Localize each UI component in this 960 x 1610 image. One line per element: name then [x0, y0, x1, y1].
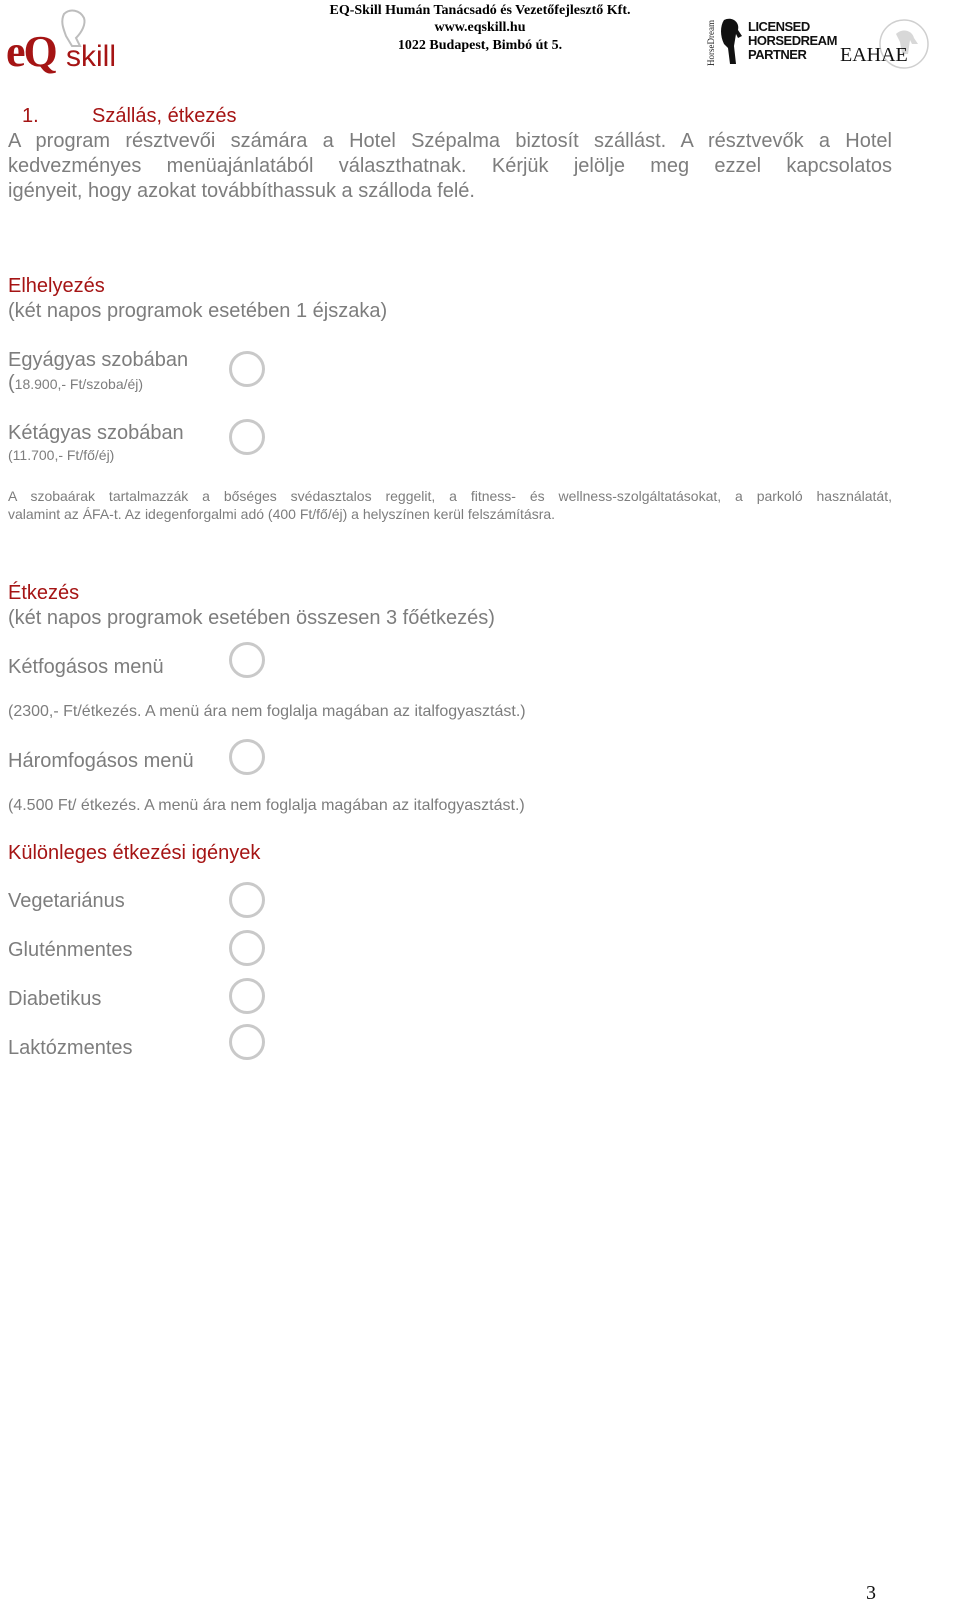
eahae-text: EAHAE: [840, 44, 908, 66]
licensed-line1: LICENSED: [748, 19, 810, 34]
intro-line-1: A program résztvevői számára a Hotel Szépalma biztosít szállást. A résztvevők a Hotel: [8, 130, 892, 152]
header-address: 1022 Budapest, Bimbó út 5.: [397, 38, 563, 53]
gluten-free-radio[interactable]: [229, 930, 265, 966]
two-course-radio[interactable]: [229, 642, 265, 678]
single-price-text: 18.900,- Ft/szoba/éj): [14, 376, 144, 392]
single-price-paren: (: [8, 372, 15, 394]
accommodation-note-line-2: valamint az ÁFA-t. Az idegenforgalmi adó (400 Ft/fő/éj) a helyszínen kerül felszámításra.: [8, 506, 556, 522]
two-course-label: Kétfogásos menü: [8, 656, 164, 678]
horsedream-mark: HorseDream: [705, 20, 716, 66]
logo-skill: skill: [66, 40, 116, 73]
accommodation-subheading: (két napos programok esetében 1 éjszaka): [8, 300, 388, 322]
licensed-line2: HORSEDREAM: [748, 33, 837, 48]
licensed-line3: PARTNER: [748, 47, 807, 62]
logo-eq: eQ: [6, 27, 56, 76]
double-room-price: (11.700,- Ft/fő/éj): [8, 447, 115, 463]
page-number: 3: [866, 1582, 876, 1604]
single-room-label: Egyágyas szobában: [8, 349, 189, 371]
eahae-logo: [838, 14, 938, 72]
double-room-label: Kétágyas szobában: [8, 422, 184, 444]
special-item-vegetarian: Vegetariánus: [8, 890, 125, 912]
three-course-label: Háromfogásos menü: [8, 750, 194, 772]
accommodation-note-line-1: A szobaárak tartalmazzák a bőséges svédasztalos reggelit, a fitness- és wellness-szolgáltatásokat, a parkoló használatát,: [8, 488, 892, 504]
accommodation-heading: Elhelyezés: [8, 275, 105, 297]
intro-line-3: igényeit, hogy azokat továbbíthassuk a szálloda felé.: [8, 180, 475, 202]
lactose-free-radio[interactable]: [229, 1024, 265, 1060]
vegetarian-radio[interactable]: [229, 882, 265, 918]
header-company: EQ-Skill Humán Tanácsadó és Vezetőfejlesztő Kft.: [329, 3, 631, 18]
special-item-diabetic: Diabetikus: [8, 988, 102, 1010]
three-course-price: (4.500 Ft/ étkezés. A menü ára nem foglalja magában az italfogyasztást.): [8, 797, 525, 814]
meals-subheading: (két napos programok esetében összesen 3 főétkezés): [8, 607, 495, 629]
two-course-price: (2300,- Ft/étkezés. A menü ára nem foglalja magában az italfogyasztást.): [8, 703, 526, 720]
three-course-radio[interactable]: [229, 739, 265, 775]
diabetic-radio[interactable]: [229, 978, 265, 1014]
horse-icon: [718, 16, 746, 66]
double-room-radio[interactable]: [229, 419, 265, 455]
special-item-gluten-free: Gluténmentes: [8, 939, 133, 961]
intro-line-2: kedvezményes menüajánlatából választhatnak. Kérjük jelölje meg ezzel kapcsolatos: [8, 155, 892, 177]
single-room-radio[interactable]: [229, 351, 265, 387]
horsedream-logo: [706, 14, 836, 72]
special-heading: Különleges étkezési igények: [8, 842, 261, 864]
section-number: 1.: [22, 105, 39, 127]
single-room-price: [8, 372, 143, 395]
section-title: Szállás, étkezés: [92, 105, 237, 127]
special-item-lactose-free: Laktózmentes: [8, 1037, 133, 1059]
meals-heading: Étkezés: [8, 582, 80, 604]
header-website[interactable]: www.eqskill.hu: [434, 20, 526, 35]
